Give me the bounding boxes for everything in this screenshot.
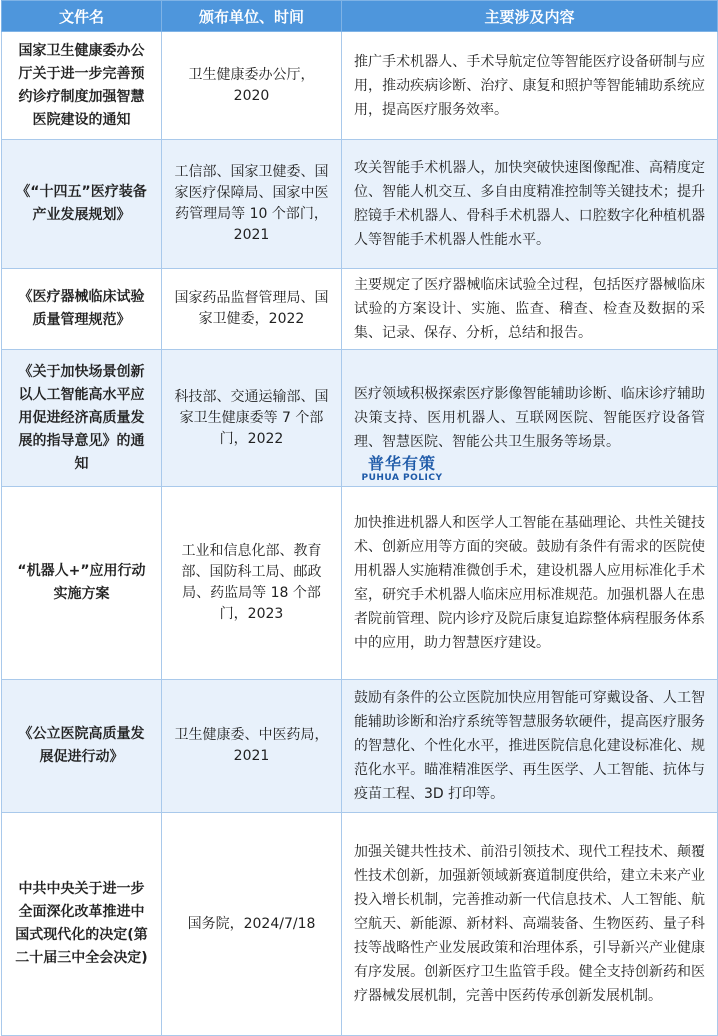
issuer-cell: 工业和信息化部、教育部、国防科工局、邮政局、药监局等 18 个部门，2023 — [162, 487, 342, 680]
file-name-cell: 中共中央关于进一步全面深化改革推进中国式现代化的决定(第二十届三中全会决定) — [2, 813, 162, 1036]
file-name-cell: 国家卫生健康委办公厅关于进一步完善预约诊疗制度加强智慧医院建设的通知 — [2, 32, 162, 140]
header-file-name: 文件名 — [2, 1, 162, 32]
content-cell: 攻关智能手术机器人，加快突破快速图像配准、高精度定位、智能人机交互、多自由度精准控制等关键技术；提升腔镜手术机器人、骨科手术机器人、口腔数字化种植机器人等智能手术机器人性能水平。 — [342, 140, 718, 269]
header-main-content: 主要涉及内容 — [342, 1, 718, 32]
file-name-cell: 《关于加快场景创新以人工智能高水平应用促进经济高质量发展的指导意见》的通知 — [2, 350, 162, 487]
issuer-cell: 卫生健康委、中医药局，2021 — [162, 680, 342, 813]
watermark-chinese: 普华有策 — [367, 454, 436, 473]
content-cell: 主要规定了医疗器械临床试验全过程，包括医疗器械临床试验的方案设计、实施、监查、稽查、检查及数据的采集、记录、保存、分析，总结和报告。 — [342, 269, 718, 350]
header-issuer-time: 颁布单位、时间 — [162, 1, 342, 32]
file-name-cell: 《“十四五”医疗装备产业发展规划》 — [2, 140, 162, 269]
policy-table — [1, 0, 718, 1036]
table-row — [2, 140, 718, 269]
table-row — [2, 487, 718, 680]
content-cell: 加快推进机器人和医学人工智能在基础理论、共性关键技术、创新应用等方面的突破。鼓励有条件有需求的医院使用机器人实施精准微创手术，建设机器人应用标准化手术室，研究手术机器人临床应用标准规范。加强机器人在患者院前管理、院内诊疗及院后康复追踪整体病程服务体系中的应用，助力智慧医疗建设。 — [342, 487, 718, 680]
content-cell: 鼓励有条件的公立医院加快应用智能可穿戴设备、人工智能辅助诊断和治疗系统等智慧服务软硬件，提高医疗服务的智慧化、个性化水平，推进医院信息化建设标准化、规范化水平。瞄准精准医学、再生医学、人工智能、抗体与疫苗工程、3D 打印等。 — [342, 680, 718, 813]
table-row — [2, 32, 718, 140]
table-row — [2, 269, 718, 350]
issuer-cell: 国家药品监督管理局、国家卫健委，2022 — [162, 269, 342, 350]
table-row — [2, 680, 718, 813]
header-row — [2, 1, 718, 32]
content-cell: 医疗领域积极探索医疗影像智能辅助诊断、临床诊疗辅助决策支持、医用机器人、互联网医院、智能医疗设备管理、智慧医院、智能公共卫生服务等场景。 — [342, 350, 718, 487]
issuer-cell: 国务院，2024/7/18 — [162, 813, 342, 1036]
watermark-english: PUHUA POLICY — [361, 473, 443, 483]
content-cell: 推广手术机器人、手术导航定位等智能医疗设备研制与应用，推动疾病诊断、治疗、康复和照护等智能辅助系统应用，提高医疗服务效率。 — [342, 32, 718, 140]
issuer-cell: 卫生健康委办公厅，2020 — [162, 32, 342, 140]
file-name-cell: “机器人+”应用行动实施方案 — [2, 487, 162, 680]
issuer-cell: 工信部、国家卫健委、国家医疗保障局、国家中医药管理局等 10 个部门，2021 — [162, 140, 342, 269]
file-name-cell: 《公立医院高质量发展促进行动》 — [2, 680, 162, 813]
issuer-cell: 科技部、交通运输部、国家卫生健康委等 7 个部门，2022 — [162, 350, 342, 487]
puhua-policy-watermark — [357, 455, 447, 484]
file-name-cell: 《医疗器械临床试验质量管理规范》 — [2, 269, 162, 350]
content-cell: 加强关键共性技术、前沿引领技术、现代工程技术、颠覆性技术创新，加强新领域新赛道制度供给，建立未来产业投入增长机制，完善推动新一代信息技术、人工智能、航空航天、新能源、新材料、高端装备、生物医药、量子科技等战略性产业发展政策和治理体系，引导新兴产业健康有序发展。创新医疗卫生监管手段。健全支持创新药和医疗器械发展机制，完善中医药传承创新发展机制。 — [342, 813, 718, 1036]
table-row — [2, 813, 718, 1036]
